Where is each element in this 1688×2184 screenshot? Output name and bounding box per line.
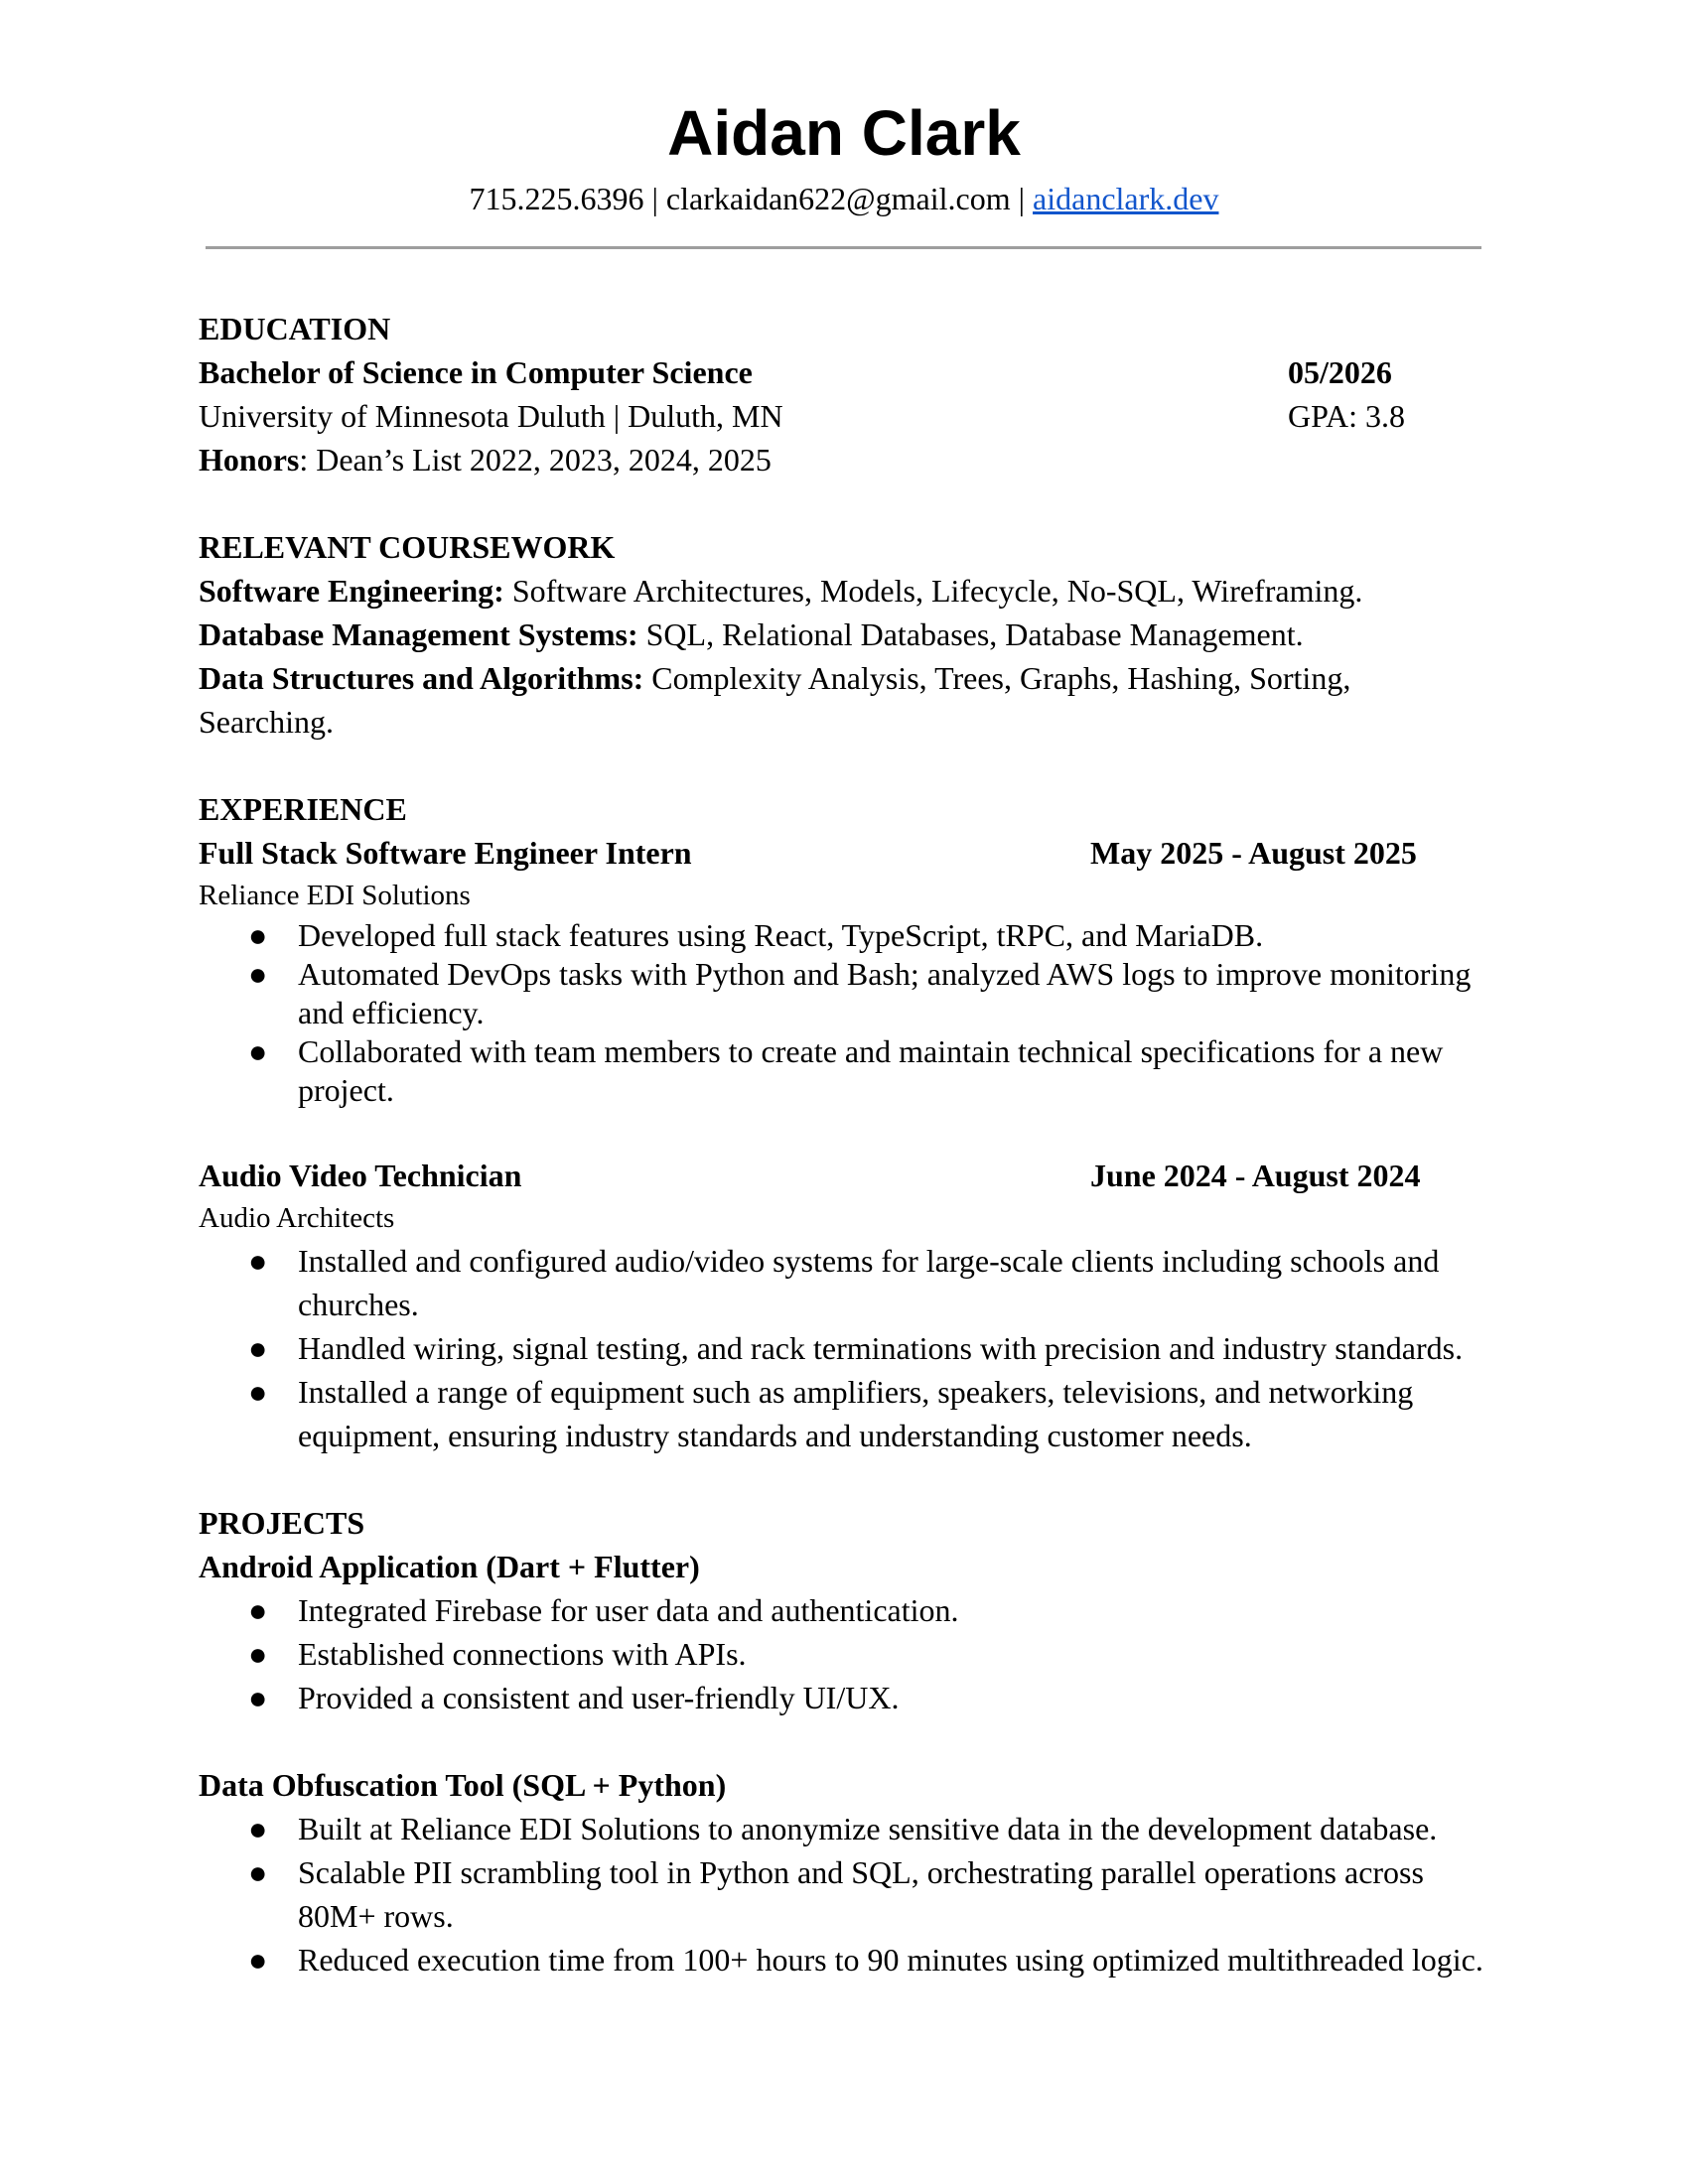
bullet-text: Collaborated with team members to create and maintain technical specifications for a new project. (298, 1033, 1444, 1108)
job-header-row (199, 831, 1489, 875)
course-topics: Complexity Analysis, Trees, Graphs, Hashing, Sorting, Searching. (199, 660, 1351, 740)
list-item (199, 1850, 1489, 1938)
course-topics: Software Architectures, Models, Lifecycle, No-SQL, Wireframing. (503, 573, 1363, 609)
bullet-text: Built at Reliance EDI Solutions to anonymize sensitive data in the development database. (298, 1811, 1438, 1846)
candidate-name: Aidan Clark (667, 97, 1021, 169)
bullet-icon: ● (248, 1592, 268, 1628)
bullet-text: Integrated Firebase for user data and authentication. (298, 1592, 959, 1628)
honors-text: : Dean’s List 2022, 2023, 2024, 2025 (299, 442, 772, 478)
course-label: Database Management Systems: (199, 616, 638, 652)
school-name: University of Minnesota Duluth | Duluth, MN (199, 398, 783, 434)
bullet-icon: ● (248, 1330, 268, 1366)
coursework-heading: RELEVANT COURSEWORK (199, 529, 616, 565)
list-item (199, 1032, 1489, 1110)
bullet-icon: ● (248, 917, 268, 953)
list-item (199, 1676, 1489, 1719)
list-item (199, 1632, 1489, 1676)
honors-line (199, 438, 1489, 481)
graduation-date: 05/2026 (1288, 354, 1392, 390)
bullet-icon: ● (248, 1854, 268, 1890)
education-degree-row (199, 350, 1489, 394)
projects-heading: PROJECTS (199, 1505, 365, 1541)
job-bullets (199, 916, 1489, 1110)
bullet-text: Installed a range of equipment such as amplifiers, speakers, televisions, and networking equipment, ensuring industry standards and understanding customer needs. (298, 1374, 1414, 1453)
list-item (199, 1370, 1489, 1457)
contact-separator: | (1010, 181, 1034, 216)
bullet-icon: ● (248, 1636, 268, 1672)
phone-number: 715.225.6396 (469, 181, 644, 216)
website-link[interactable]: aidanclark.dev (1033, 181, 1219, 216)
list-item (199, 1239, 1489, 1326)
bullet-text: Reduced execution time from 100+ hours to 90 minutes using optimized multithreaded logic. (298, 1942, 1483, 1978)
gpa: GPA: 3.8 (1288, 398, 1405, 434)
course-topics: SQL, Relational Databases, Database Management. (637, 616, 1304, 652)
education-school-row (199, 394, 1489, 438)
company-name: Reliance EDI Solutions (199, 880, 471, 911)
job-title: Full Stack Software Engineer Intern (199, 835, 692, 871)
list-item (199, 955, 1489, 1032)
project-title: Android Application (Dart + Flutter) (199, 1549, 700, 1584)
bullet-text: Provided a consistent and user-friendly UI/UX. (298, 1680, 900, 1715)
email-address: clarkaidan622@gmail.com (665, 181, 1011, 216)
contact-line (0, 177, 1688, 220)
job-dates: May 2025 - August 2025 (1090, 835, 1417, 871)
coursework-item (199, 613, 1489, 656)
bullet-text: Installed and configured audio/video systems for large-scale clients including schools and churches. (298, 1243, 1440, 1322)
list-item (199, 1807, 1489, 1850)
degree-title: Bachelor of Science in Computer Science (199, 354, 753, 390)
experience-heading: EXPERIENCE (199, 791, 407, 827)
list-item (199, 1938, 1489, 1981)
bullet-icon: ● (248, 1033, 268, 1069)
contact-separator: | (643, 181, 666, 216)
job-header-row (199, 1154, 1489, 1197)
job-bullets (199, 1239, 1489, 1457)
coursework-item (199, 569, 1489, 613)
list-item (199, 916, 1489, 955)
bullet-icon: ● (248, 1243, 268, 1279)
resume-body (199, 307, 1489, 1981)
header-divider (206, 246, 1481, 249)
bullet-icon: ● (248, 1374, 268, 1410)
job-title: Audio Video Technician (199, 1158, 522, 1193)
education-heading: EDUCATION (199, 311, 391, 346)
list-item (199, 1326, 1489, 1370)
bullet-text: Automated DevOps tasks with Python and Bash; analyzed AWS logs to improve monitoring and efficiency. (298, 956, 1472, 1030)
company-name: Audio Architects (199, 1202, 395, 1234)
project-bullets (199, 1807, 1489, 1981)
project-bullets (199, 1588, 1489, 1719)
bullet-text: Handled wiring, signal testing, and rack terminations with precision and industry standards. (298, 1330, 1464, 1366)
course-label: Data Structures and Algorithms: (199, 660, 644, 696)
bullet-text: Established connections with APIs. (298, 1636, 747, 1672)
bullet-icon: ● (248, 1811, 268, 1846)
bullet-text: Developed full stack features using React, TypeScript, tRPC, and MariaDB. (298, 917, 1264, 953)
coursework-item (199, 656, 1489, 744)
course-label: Software Engineering: (199, 573, 504, 609)
bullet-icon: ● (248, 1680, 268, 1715)
project-title: Data Obfuscation Tool (SQL + Python) (199, 1767, 727, 1803)
list-item (199, 1588, 1489, 1632)
bullet-text: Scalable PII scrambling tool in Python and SQL, orchestrating parallel operations across 80M+ rows. (298, 1854, 1424, 1934)
job-dates: June 2024 - August 2024 (1090, 1158, 1421, 1193)
bullet-icon: ● (248, 1942, 268, 1978)
bullet-icon: ● (248, 956, 268, 992)
honors-label: Honors (199, 442, 300, 478)
